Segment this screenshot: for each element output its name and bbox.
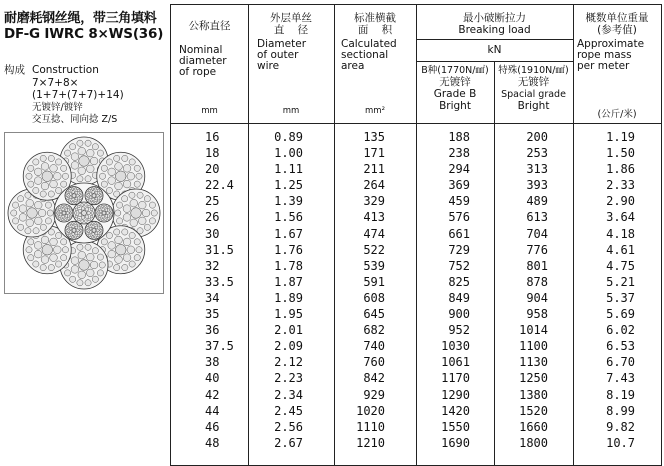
table-cell: 760 [363,355,385,370]
table-cell: 459 [448,194,470,209]
construction-line-2: (1+7+(7+7)+14) [32,89,124,101]
construction-line-4: 交互捻、同向捻 Z/S [32,114,118,125]
table-cell: 1290 [441,387,470,402]
table-cell: 1.87 [274,274,303,289]
table-cell: 489 [526,194,548,209]
header-outer-en1: Diameter [257,38,307,50]
header-mass-cn2: (参考值) [597,24,637,36]
table-cell: 4.61 [606,242,635,257]
header-breaking-cn: 最小破断拉力 [463,12,526,24]
header-gradeb-l4: Bright [439,100,471,112]
header-gradeb-l1: B种(1770N/㎟) [421,65,489,76]
header-mass-en1: Approximate [577,38,645,50]
column-special-grade [504,129,548,451]
table-cell: 576 [448,210,470,225]
table-cell: 1420 [441,403,470,418]
specification-table [170,4,662,466]
table-cell: 1030 [441,339,470,354]
table-cell: 1061 [441,355,470,370]
column-mass [587,129,635,451]
table-cell: 613 [526,210,548,225]
header-mass-unit: (公斤/米) [597,109,637,120]
table-cell: 539 [363,258,385,273]
table-cell: 1.95 [274,307,303,322]
table-cell: 2.90 [606,194,635,209]
table-cell: 825 [448,274,470,289]
table-cell: 9.82 [606,419,635,434]
header-nominal-en3: of rope [179,66,217,78]
header-area-cn1: 标准横截 [354,12,396,24]
table-cell: 1.11 [274,162,303,177]
table-cell: 35 [205,307,220,322]
table-cell: 958 [526,307,548,322]
table-cell: 1170 [441,371,470,386]
table-cell: 10.7 [606,435,635,450]
table-cell: 238 [448,146,470,161]
table-cell: 6.53 [606,339,635,354]
table-cell: 1.25 [274,178,303,193]
table-cell: 904 [526,290,548,305]
table-cell: 22.4 [205,178,234,193]
table-cell: 7.43 [606,371,635,386]
header-area-en1: Calculated [341,38,397,50]
table-cell: 645 [363,307,385,322]
table-cell: 5.37 [606,290,635,305]
table-cell: 5.21 [606,274,635,289]
table-cell: 16 [205,130,220,144]
table-cell: 25 [205,194,220,209]
table-cell: 329 [363,194,385,209]
table-cell: 1100 [519,339,548,354]
table-cell: 34 [205,290,220,305]
table-cell: 2.56 [274,419,303,434]
table-cell: 48 [205,435,220,450]
product-title-en: DF-G IWRC 8×WS(36) [4,26,164,42]
table-cell: 31.5 [205,242,234,257]
table-cell: 1550 [441,419,470,434]
table-cell: 38 [205,355,220,370]
construction-label-cn: 构成 [4,64,25,76]
header-mass-en3: per meter [577,60,630,72]
table-cell: 900 [448,307,470,322]
table-cell: 211 [363,162,385,177]
table-cell: 6.02 [606,323,635,338]
table-cell: 3.64 [606,210,635,225]
header-outer-cn1: 外层单丝 [270,12,312,24]
table-cell: 474 [363,226,385,241]
table-cell: 413 [363,210,385,225]
table-cell: 1210 [356,435,385,450]
table-cell: 929 [363,387,385,402]
table-cell: 32 [205,258,220,273]
table-cell: 2.09 [274,339,303,354]
header-special-l4: Bright [517,100,550,112]
header-special-l3: Spacial grade [501,89,566,100]
header-nominal-en1: Nominal [179,44,223,56]
table-cell: 18 [205,146,220,161]
table-cell: 6.70 [606,355,635,370]
table-cell: 2.12 [274,355,303,370]
rope-cross-section-image [4,132,164,294]
table-cell: 30 [205,226,220,241]
table-cell: 264 [363,178,385,193]
header-area-en3: area [341,60,365,72]
table-cell: 1.50 [606,146,635,161]
table-cell: 801 [526,258,548,273]
left-panel [0,0,168,466]
table-cell: 1.56 [274,210,303,225]
table-cell: 729 [448,242,470,257]
header-mass-cn1: 概数单位重量 [585,12,649,24]
table-cell: 2.33 [606,178,635,193]
table-cell: 1800 [519,435,548,450]
table-cell: 682 [363,323,385,338]
column-grade-b [426,129,470,451]
table-cell: 1.76 [274,242,303,257]
table-cell: 253 [526,146,548,161]
header-outer-en3: wire [257,60,280,72]
table-cell: 608 [363,290,385,305]
header-nominal-cn: 公称直径 [188,20,231,32]
column-nominal [205,129,245,451]
table-cell: 591 [363,274,385,289]
table-cell: 1690 [441,435,470,450]
table-cell: 4.18 [606,226,635,241]
table-cell: 46 [205,419,220,434]
column-outer-wire [257,129,303,451]
table-cell: 393 [526,178,548,193]
table-cell: 294 [448,162,470,177]
table-cell: 26 [205,210,220,225]
table-cell: 40 [205,371,220,386]
table-cell: 776 [526,242,548,257]
header-breaking-unit: kN [487,44,502,56]
header-nominal-en2: diameter [179,55,227,67]
table-cell: 20 [205,162,220,177]
table-cell: 842 [363,371,385,386]
table-cell: 704 [526,226,548,241]
table-cell: 1.86 [606,162,635,177]
table-cell: 1.78 [274,258,303,273]
header-outer-en2: of outer [257,49,299,61]
column-area [343,129,385,451]
table-cell: 952 [448,323,470,338]
construction-label-en: Construction [32,64,99,76]
header-nominal-unit: mm [201,106,218,116]
table-cell: 1014 [519,323,548,338]
header-special-l1: 特殊(1910N/㎟) [498,65,569,76]
table-cell: 200 [526,130,548,144]
table-cell: 2.45 [274,403,303,418]
table-cell: 369 [448,178,470,193]
table-cell: 8.99 [606,403,635,418]
construction-block [4,64,124,127]
table-cell: 2.01 [274,323,303,338]
construction-line-3: 无镀锌/镀锌 [32,101,83,113]
header-mass-en2: rope mass [577,49,632,61]
header-gradeb-l2: 无镀锌 [439,76,471,88]
table-cell: 2.67 [274,435,303,450]
header-area-en2: sectional [341,49,389,61]
product-title-cn: 耐磨耗钢丝绳，带三角填料 [4,11,157,26]
table-cell: 878 [526,274,548,289]
table-cell: 33.5 [205,274,234,289]
header-gradeb-l3: Grade B [433,88,477,100]
table-cell: 42 [205,387,220,402]
table-cell: 752 [448,258,470,273]
table-cell: 1.39 [274,194,303,209]
header-breaking-en: Breaking load [458,24,531,36]
table-cell: 1380 [519,387,548,402]
table-cell: 849 [448,290,470,305]
table-cell: 1250 [519,371,548,386]
table-cell: 4.75 [606,258,635,273]
table-cell: 1.89 [274,290,303,305]
table-cell: 1110 [356,419,385,434]
header-area-cn2: 面 积 [357,24,393,36]
table-cell: 5.69 [606,307,635,322]
table-cell: 522 [363,242,385,257]
table-cell: 313 [526,162,548,177]
header-outer-unit: mm [282,106,300,116]
table-cell: 740 [363,339,385,354]
header-outer-cn2: 直 径 [273,24,309,36]
table-cell: 1.19 [606,130,635,144]
table-cell: 44 [205,403,220,418]
table-cell: 36 [205,323,220,338]
table-cell: 2.23 [274,371,303,386]
table-cell: 0.89 [274,130,303,144]
table-cell: 2.34 [274,387,303,402]
table-cell: 37.5 [205,339,234,354]
rope-cross-section-icon [5,133,163,293]
table-cell: 1520 [519,403,548,418]
table-cell: 661 [448,226,470,241]
header-special-l2: 无镀锌 [517,76,550,88]
table-cell: 1130 [519,355,548,370]
table-cell: 171 [363,146,385,161]
table-cell: 1020 [356,403,385,418]
construction-line-1: 7×7+8× [32,76,79,89]
table-cell: 1.67 [274,226,303,241]
table-cell: 1.00 [274,146,303,161]
table-cell: 1660 [519,419,548,434]
table-cell: 188 [448,130,470,144]
header-area-unit: mm² [365,106,385,116]
table-cell: 8.19 [606,387,635,402]
table-cell: 135 [363,130,385,144]
